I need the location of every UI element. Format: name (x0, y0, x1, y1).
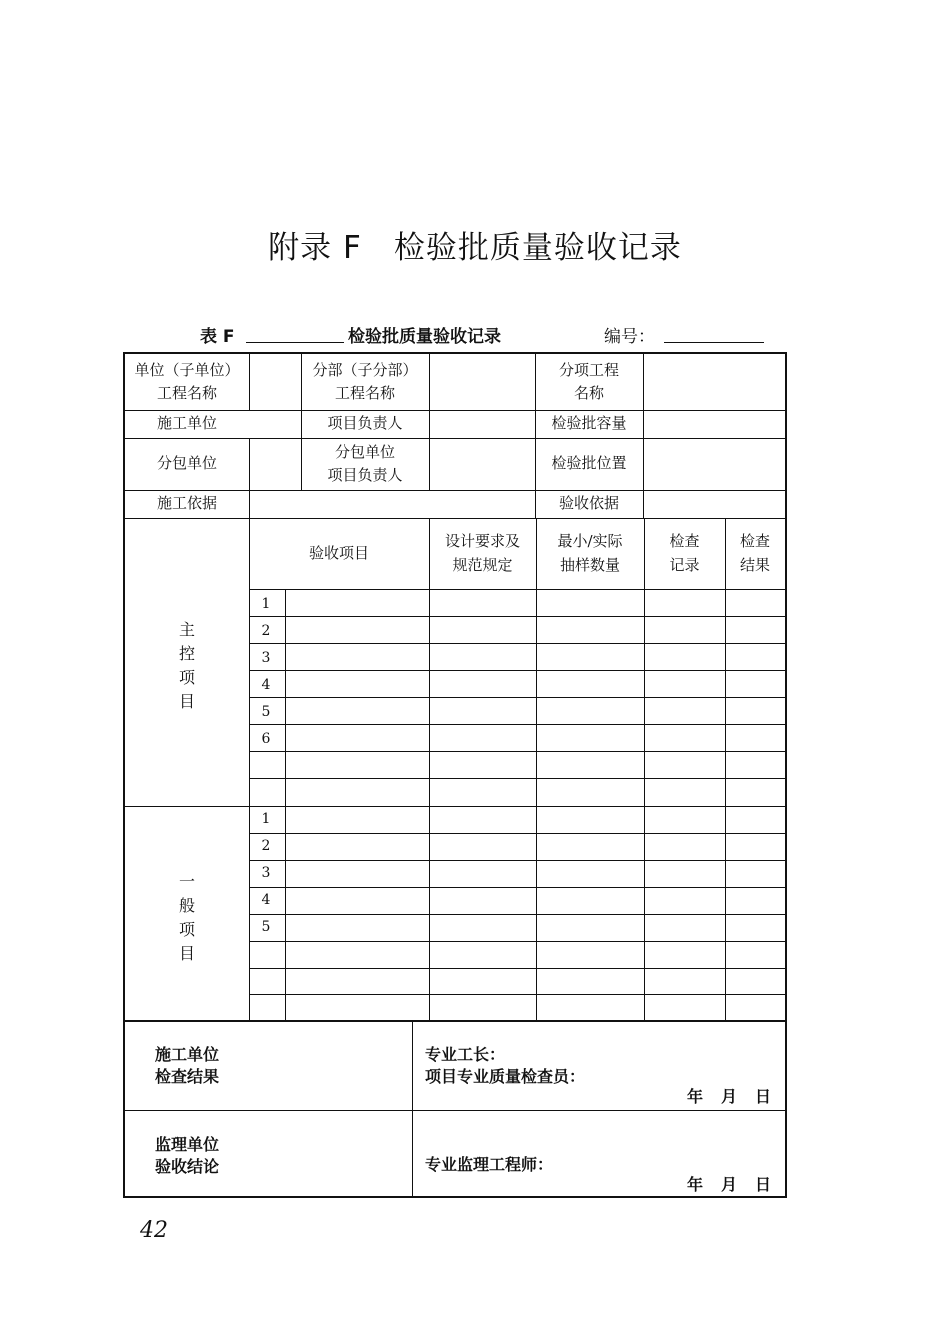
grid-line (249, 994, 785, 995)
main-row-number: 6 (261, 731, 271, 747)
grid-line (249, 354, 250, 410)
grid-line (249, 914, 785, 915)
grid-line (536, 518, 537, 1020)
general-row-number: 1 (261, 811, 271, 827)
form-number-blank (664, 342, 764, 343)
grid-line (249, 724, 785, 725)
main-row-number: 5 (261, 704, 271, 720)
grid-line (249, 643, 785, 644)
number-label: 编号： (604, 327, 655, 347)
grid-line (429, 518, 430, 1020)
main-control-label: 主 控 项 目 (178, 620, 195, 711)
subitem-project-label: 分项工程 名称 (558, 360, 619, 402)
col-check-result: 检查 结果 (739, 532, 770, 574)
grid-line (249, 589, 785, 590)
table-prefix: 表 F (200, 327, 235, 347)
form-header (200, 318, 770, 350)
subcontractor-manager-label: 分包单位 项目负责人 (327, 442, 403, 484)
grid-line (249, 833, 785, 834)
grid-line (125, 1020, 785, 1022)
division-project-label: 分部（子分部） 工程名称 (312, 360, 418, 402)
supervisor-conclusion-label: 监理单位 验收结论 (155, 1135, 220, 1176)
grid-line (249, 968, 785, 969)
general-items-label: 一 般 项 目 (178, 872, 195, 963)
project-manager-label: 项目负责人 (327, 414, 403, 433)
page-title: 附录 F 检验批质量验收记录 (268, 230, 682, 266)
form-title: 检验批质量验收记录 (348, 327, 501, 347)
general-row-number: 4 (261, 892, 271, 908)
main-row-number: 3 (261, 650, 271, 666)
grid-line (249, 751, 785, 752)
supervising-engineer-line: 专业监理工程师： (425, 1155, 554, 1174)
col-sampling: 最小/实际 抽样数量 (557, 532, 623, 574)
col-design-requirement: 设计要求及 规范规定 (444, 532, 520, 574)
acceptance-record-table (123, 352, 787, 1198)
grid-line (249, 941, 785, 942)
quality-inspector-line: 项目专业质量检查员： (425, 1067, 586, 1086)
grid-line (125, 1110, 785, 1111)
batch-location-label: 检验批位置 (551, 454, 627, 473)
main-row-number: 4 (261, 677, 271, 693)
grid-line (249, 670, 785, 671)
general-row-number: 5 (261, 919, 271, 935)
constructor-date: 年 月 日 (687, 1087, 773, 1106)
grid-line (249, 438, 250, 490)
grid-line (249, 616, 785, 617)
main-row-number: 2 (261, 623, 271, 639)
grid-line (249, 860, 785, 861)
constructor-check-label: 施工单位 检查结果 (155, 1045, 220, 1086)
grid-line (412, 1020, 413, 1196)
grid-line (643, 354, 644, 518)
grid-line (249, 778, 785, 779)
general-row-number: 2 (261, 838, 271, 854)
grid-line (429, 354, 430, 490)
grid-line (725, 518, 726, 1020)
acceptance-basis-label: 验收依据 (558, 494, 619, 513)
col-check-record: 检查 记录 (669, 532, 700, 574)
constructor-label: 施工单位 (156, 414, 217, 433)
main-row-number: 1 (261, 596, 271, 612)
construction-basis-label: 施工依据 (156, 494, 217, 513)
unit-project-label: 单位（子单位） 工程名称 (134, 360, 240, 402)
grid-line (249, 887, 785, 888)
grid-line (125, 806, 785, 807)
grid-line (285, 589, 286, 1020)
table-number-blank (246, 342, 344, 343)
batch-capacity-label: 检验批容量 (551, 414, 627, 433)
grid-line (249, 697, 785, 698)
supervisor-date: 年 月 日 (687, 1175, 773, 1194)
col-acceptance-item: 验收项目 (308, 543, 369, 562)
general-row-number: 3 (261, 865, 271, 881)
grid-line (644, 518, 645, 1020)
foreman-line: 专业工长： (425, 1045, 506, 1064)
subcontractor-label: 分包单位 (156, 454, 217, 473)
page-number: 42 (140, 1218, 168, 1243)
